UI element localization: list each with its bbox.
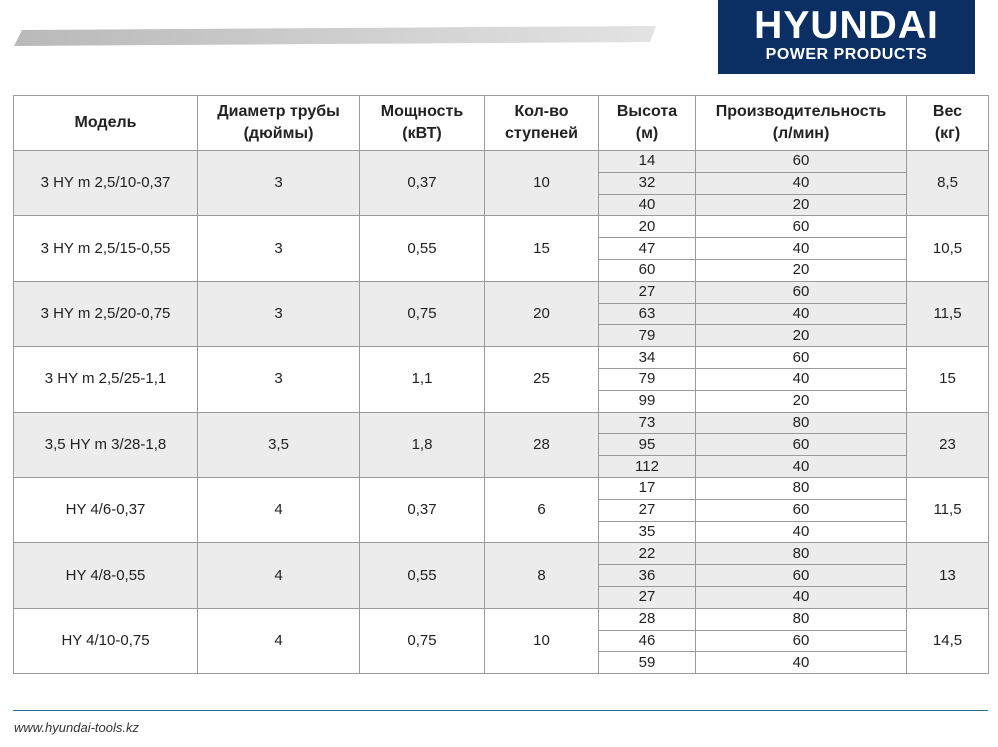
column-header-label: Кол-во [514,103,569,120]
power-cell: 0,75 [360,281,485,346]
weight-cell: 11,5 [907,477,989,542]
model-cell: 3,5 HY m 3/28-1,8 [14,412,198,477]
diameter-cell: 3 [198,347,360,412]
height-cell: 79 [599,368,696,390]
column-header [599,96,696,151]
column-header-label: Модель [74,114,137,131]
column-header-unit: (кВТ) [402,125,442,142]
flow-cell: 20 [696,259,907,281]
flow-cell: 60 [696,216,907,238]
logo-tagline: POWER PRODUCTS [765,46,928,63]
column-header-label: Диаметр трубы [217,103,340,120]
table-row [14,347,989,369]
diameter-cell: 3 [198,281,360,346]
column-header [485,96,599,151]
flow-cell: 40 [696,172,907,194]
power-cell: 1,8 [360,412,485,477]
flow-cell: 60 [696,499,907,521]
table-header-row [14,96,989,151]
height-cell: 34 [599,347,696,369]
stages-cell: 20 [485,281,599,346]
height-cell: 32 [599,172,696,194]
height-cell: 17 [599,477,696,499]
model-cell: HY 4/8-0,55 [14,543,198,608]
model-cell: 3 HY m 2,5/25-1,1 [14,347,198,412]
power-cell: 0,37 [360,151,485,216]
model-cell: 3 HY m 2,5/20-0,75 [14,281,198,346]
column-header-unit: ступеней [505,125,578,142]
pump-specs-table [13,95,989,674]
column-header-label: Мощность [380,103,464,120]
model-cell: HY 4/10-0,75 [14,608,198,673]
flow-cell: 20 [696,390,907,412]
weight-cell: 10,5 [907,216,989,281]
flow-cell: 60 [696,281,907,303]
height-cell: 40 [599,194,696,216]
power-cell: 0,55 [360,543,485,608]
table-row [14,543,989,565]
flow-cell: 80 [696,477,907,499]
flow-cell: 80 [696,412,907,434]
height-cell: 27 [599,499,696,521]
height-cell: 35 [599,521,696,543]
weight-cell: 8,5 [907,151,989,216]
height-cell: 47 [599,238,696,260]
flow-cell: 40 [696,652,907,674]
stages-cell: 10 [485,151,599,216]
height-cell: 99 [599,390,696,412]
flow-cell: 20 [696,325,907,347]
column-header-label: Вес [932,103,963,120]
stages-cell: 25 [485,347,599,412]
height-cell: 60 [599,259,696,281]
power-cell: 0,75 [360,608,485,673]
flow-cell: 40 [696,521,907,543]
logo-brand-name: HYUNDAI [754,4,939,47]
flow-cell: 80 [696,608,907,630]
table-row [14,216,989,238]
column-header-unit: (л/мин) [772,125,830,142]
column-header-label: Производительность [715,103,887,120]
power-cell: 1,1 [360,347,485,412]
stages-cell: 28 [485,412,599,477]
power-cell: 0,55 [360,216,485,281]
height-cell: 36 [599,565,696,587]
weight-cell: 23 [907,412,989,477]
height-cell: 73 [599,412,696,434]
power-cell: 0,37 [360,477,485,542]
stages-cell: 6 [485,477,599,542]
height-cell: 112 [599,456,696,478]
column-header-unit: (м) [635,125,659,142]
diameter-cell: 3 [198,216,360,281]
weight-cell: 14,5 [907,608,989,673]
flow-cell: 20 [696,194,907,216]
flow-cell: 60 [696,347,907,369]
weight-cell: 11,5 [907,281,989,346]
footer-url: www.hyundai-tools.kz [14,720,139,735]
footer-divider [13,710,988,711]
column-header [198,96,360,151]
table-row [14,412,989,434]
model-cell: 3 HY m 2,5/10-0,37 [14,151,198,216]
flow-cell: 40 [696,368,907,390]
flow-cell: 40 [696,456,907,478]
height-cell: 79 [599,325,696,347]
column-header [14,96,198,151]
model-cell: HY 4/6-0,37 [14,477,198,542]
height-cell: 28 [599,608,696,630]
column-header [907,96,989,151]
diameter-cell: 3 [198,151,360,216]
flow-cell: 60 [696,151,907,173]
stages-cell: 15 [485,216,599,281]
flow-cell: 40 [696,238,907,260]
table-row [14,281,989,303]
height-cell: 27 [599,281,696,303]
height-cell: 20 [599,216,696,238]
stages-cell: 8 [485,543,599,608]
height-cell: 14 [599,151,696,173]
table-row [14,151,989,173]
diameter-cell: 3,5 [198,412,360,477]
weight-cell: 15 [907,347,989,412]
decorative-swoosh [14,26,656,46]
column-header [360,96,485,151]
height-cell: 95 [599,434,696,456]
model-cell: 3 HY m 2,5/15-0,55 [14,216,198,281]
column-header-unit: (дюймы) [243,125,314,142]
stages-cell: 10 [485,608,599,673]
flow-cell: 80 [696,543,907,565]
height-cell: 22 [599,543,696,565]
column-header-label: Высота [616,103,678,120]
height-cell: 27 [599,586,696,608]
flow-cell: 40 [696,586,907,608]
height-cell: 46 [599,630,696,652]
height-cell: 59 [599,652,696,674]
diameter-cell: 4 [198,477,360,542]
weight-cell: 13 [907,543,989,608]
column-header [696,96,907,151]
flow-cell: 60 [696,630,907,652]
table-row [14,608,989,630]
diameter-cell: 4 [198,543,360,608]
flow-cell: 60 [696,434,907,456]
table-row [14,477,989,499]
table-body [14,151,989,674]
flow-cell: 40 [696,303,907,325]
diameter-cell: 4 [198,608,360,673]
column-header-unit: (кг) [934,125,961,142]
height-cell: 63 [599,303,696,325]
flow-cell: 60 [696,565,907,587]
hyundai-logo [718,0,975,74]
